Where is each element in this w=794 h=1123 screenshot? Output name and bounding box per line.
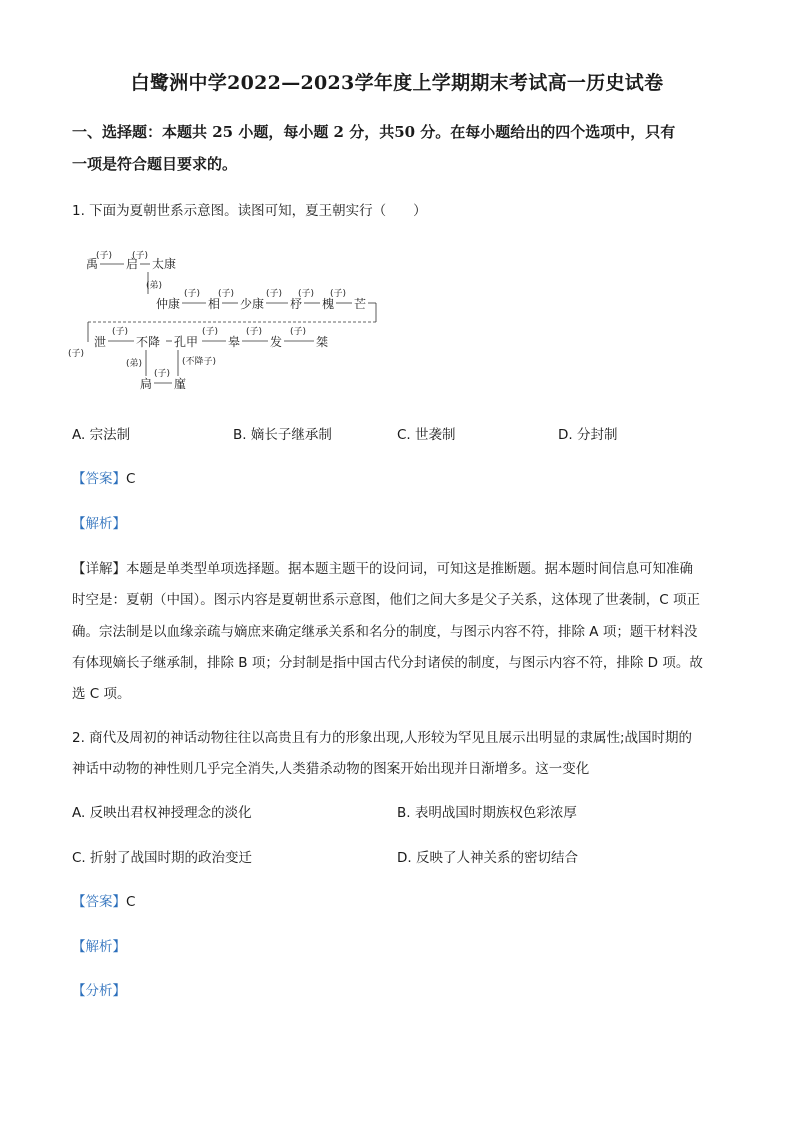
diagram-name-mang: 芒	[354, 297, 367, 311]
q2-analysis-label: 【解析】	[72, 939, 126, 955]
diagram-name-taikang: 太康	[152, 257, 177, 271]
diagram-son-13: (子)	[154, 369, 171, 379]
q2-option-d: D. 反映了人神关系的密切结合	[397, 850, 578, 866]
q2-stem-line-2: 神话中动物的神性则几乎完全消失,人类猎杀动物的图案开始出现并日渐增多。这一变化	[72, 761, 590, 777]
q2-answer	[72, 890, 135, 910]
diagram-name-huai: 槐	[322, 297, 335, 311]
diagram-name-jie: 桀	[316, 335, 329, 349]
diagram-son-11: (子)	[246, 327, 263, 337]
q1-answer-label: 【答案】	[72, 471, 126, 487]
q1-detail-text-1: 本题是单类型单项选择题。据本题主题干的设问词，可知这是推断题。据本题时间信息可知准确	[126, 561, 693, 577]
diagram-name-zhu: 杼	[290, 297, 303, 311]
diagram-name-jin: 廑	[174, 377, 187, 391]
xia-lineage-diagram	[68, 246, 388, 394]
q2-option-a: A. 反映出君权神授理念的淡化	[72, 805, 252, 821]
diagram-son-7: (子)	[330, 289, 347, 299]
diagram-brother-2: (弟)	[126, 359, 143, 369]
q2-option-c: C. 折射了战国时期的政治变迁	[72, 850, 253, 866]
diagram-son-2: (子)	[132, 251, 149, 261]
q2-answer-value: C	[126, 894, 136, 910]
q1-detail-line-1	[72, 557, 693, 577]
diagram-name-fa: 发	[270, 335, 283, 349]
diagram-name-jiong: 扃	[140, 377, 153, 391]
diagram-name-qi: 启	[126, 257, 139, 271]
q1-stem: 1. 下面为夏朝世系示意图。读图可知，夏王朝实行（ ）	[72, 203, 427, 219]
diagram-son-10: (子)	[202, 327, 219, 337]
diagram-son-5: (子)	[266, 289, 283, 299]
q1-detail-line-3: 确。宗法制是以血缘亲疏与嫡庶来确定继承关系和名分的制度，与图示内容不符，排除 A 项；题干材料没	[72, 624, 698, 640]
diagram-name-yu: 禹	[86, 257, 99, 271]
diagram-son-3: (子)	[184, 289, 201, 299]
diagram-name-gao: 皋	[228, 335, 241, 349]
q1-option-c: C. 世袭制	[397, 427, 456, 443]
q1-option-d: D. 分封制	[558, 427, 618, 443]
diagram-name-bujiang: 不降	[136, 335, 161, 349]
diagram-son-1: (子)	[96, 251, 113, 261]
q2-option-b: B. 表明战国时期族权色彩浓厚	[397, 805, 577, 821]
q2-fenxi-label: 【分析】	[72, 983, 126, 999]
q1-detail-line-4: 有体现嫡长子继承制，排除 B 项；分封制是指中国古代分封诸侯的制度，与图示内容不符，排除 D 项。故	[72, 655, 703, 671]
q1-analysis-label: 【解析】	[72, 516, 126, 532]
diagram-son-6: (子)	[298, 289, 315, 299]
section-heading-line1: 一、选择题：本题共 25 小题，每小题 2 分，共50 分。在每小题给出的四个选项中，只有	[72, 123, 676, 141]
q1-answer-value: C	[126, 471, 136, 487]
diagram-brother-1: (弟)	[146, 281, 163, 291]
q1-detail-label: 【详解】	[72, 561, 126, 577]
q1-detail-line-2: 时空是：夏朝（中国）。图示内容是夏朝世系示意图，他们之间大多是父子关系，这体现了世袭制，C 项正	[72, 592, 700, 608]
diagram-name-shaokang: 少康	[240, 297, 265, 311]
q1-answer	[72, 467, 135, 487]
q2-stem-line-1: 2. 商代及周初的神话动物往往以高贵且有力的形象出现,人形较为罕见且展示出明显的隶属性;战国时期的	[72, 730, 693, 746]
q2-answer-label: 【答案】	[72, 894, 126, 910]
diagram-not-son: (不降子)	[182, 357, 217, 367]
diagram-name-xiang: 相	[208, 297, 221, 311]
section-heading-line2: 一项是符合题目要求的。	[72, 155, 238, 173]
q1-detail-line-5: 选 C 项。	[72, 686, 131, 702]
q1-option-a: A. 宗法制	[72, 427, 131, 443]
diagram-son-12: (子)	[290, 327, 307, 337]
diagram-son-4: (子)	[218, 289, 235, 299]
diagram-name-kongjia: 孔甲	[174, 335, 199, 349]
page-title: 白鹭洲中学2022—2023学年度上学期期末考试高一历史试卷	[130, 72, 664, 94]
diagram-son-8: (子)	[68, 349, 85, 359]
q1-option-b: B. 嫡长子继承制	[233, 427, 332, 443]
diagram-name-xie: 泄	[94, 335, 107, 349]
diagram-name-zhongkang: 仲康	[156, 297, 181, 311]
diagram-son-9: (子)	[112, 327, 129, 337]
